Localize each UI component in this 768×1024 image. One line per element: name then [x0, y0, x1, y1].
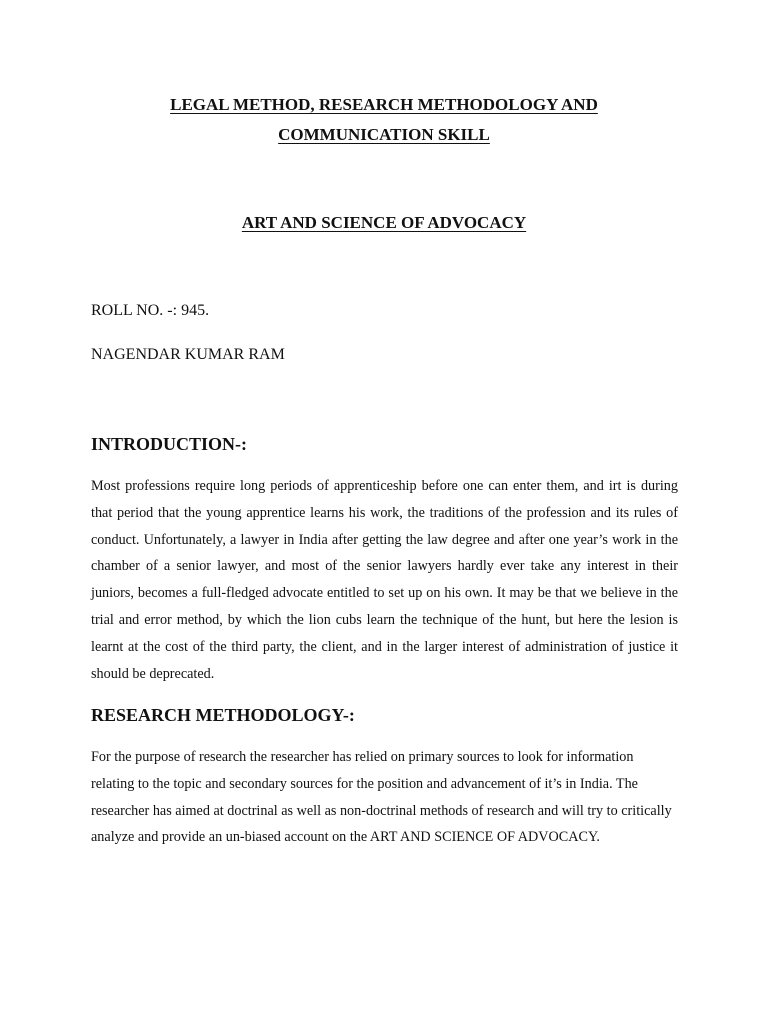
roll-number: ROLL NO. -: 945. [91, 302, 210, 319]
section-heading-research-methodology: RESEARCH METHODOLOGY-: [91, 705, 355, 725]
section-body-introduction: Most professions require long periods of apprenticeship before one can enter them, and irt is during that period that the young apprentice learns his work, the traditions of the profession and its rules of conduct. Unfortunately, a lawyer in India after getting the law degree and after one year’s work in the chamber of a senior lawyer, and most of the senior lawyers hardly ever take any interest in their juniors, becomes a full-fledged advocate entitled to set up on his own. It may be that we believe in the trial and error method, by which the lion cubs learn the technique of the hunt, but here the lesion is learnt at the cost of the third party, the client, and in the larger interest of administration of justice it should be deprecated. [91, 478, 678, 682]
section-body-research-methodology: For the purpose of research the researcher has relied on primary sources to look for information relating to the topic and secondary sources for the position and advancement of it’s in India. The researcher has aimed at doctrinal as well as non-doctrinal methods of research and will try to critically analyze and provide an un-biased account on the ART AND SCIENCE OF ADVOCACY. [91, 749, 672, 846]
document-title-line-1: LEGAL METHOD, RESEARCH METHODOLOGY AND [170, 95, 598, 114]
section-heading-introduction: INTRODUCTION-: [91, 434, 248, 454]
document-title-line-2: COMMUNICATION SKILL [278, 125, 490, 144]
document-subtitle: ART AND SCIENCE OF ADVOCACY [241, 213, 527, 232]
author-name: NAGENDAR KUMAR RAM [91, 346, 285, 363]
